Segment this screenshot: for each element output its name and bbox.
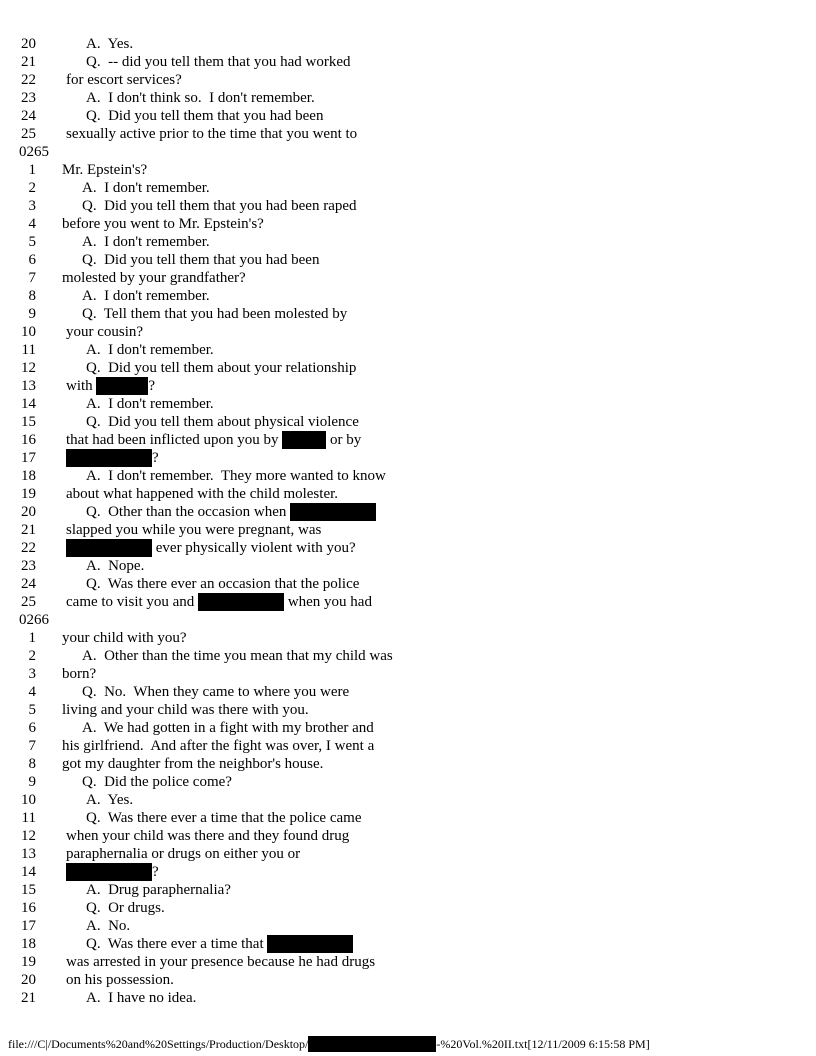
line-number: 25 [21, 126, 36, 142]
transcript-text [66, 863, 159, 881]
text-segment: ? [152, 450, 159, 466]
answer-text: A. Other than the time you mean that my child was [82, 648, 393, 664]
line-number: 14 [21, 396, 36, 412]
line-number: 25 [21, 594, 36, 610]
line-number: 22 [21, 72, 36, 88]
answer-text: A. Nope. [86, 558, 145, 574]
line-number: 23 [21, 558, 36, 574]
transcript-text: for escort services? [66, 72, 182, 88]
line-number: 7 [28, 270, 36, 286]
answer-text: A. I don't remember. [82, 180, 210, 196]
line-number: 15 [21, 414, 36, 430]
line-number: 21 [21, 522, 36, 538]
transcript-text [66, 593, 372, 611]
answer-text: A. I don't remember. They more wanted to know [86, 468, 386, 484]
text-segment: with [66, 378, 97, 394]
line-number: 16 [21, 432, 36, 448]
line-number: 9 [28, 306, 36, 322]
line-number: 9 [28, 774, 36, 790]
question-text: Q. Or drugs. [86, 900, 165, 916]
question-text: Q. Did you tell them that you had been raped [82, 198, 357, 214]
text-segment: ? [148, 378, 156, 394]
answer-text: A. No. [86, 918, 131, 934]
print-footer [8, 1036, 650, 1052]
answer-text: A. We had gotten in a fight with my brother and [82, 720, 374, 736]
redaction-block [66, 539, 152, 557]
line-number: 1 [28, 162, 36, 178]
transcript-text: paraphernalia or drugs on either you or [66, 846, 301, 862]
line-number: 6 [28, 252, 36, 268]
line-number: 18 [21, 936, 36, 952]
question-text [86, 503, 376, 521]
line-number: 21 [21, 54, 36, 70]
question-text: Q. Did you tell them that you had been [86, 108, 324, 124]
line-number: 20 [21, 504, 36, 520]
line-number: 5 [28, 702, 36, 718]
redaction-block [290, 503, 376, 521]
question-text: Q. Tell them that you had been molested by [82, 306, 348, 322]
transcript-text: was arrested in your presence because he had drugs [66, 954, 376, 970]
redaction-block [66, 449, 152, 467]
line-number: 11 [21, 342, 36, 358]
redaction-block [282, 431, 326, 449]
answer-text: A. I don't remember. [82, 234, 210, 250]
text-segment: or by [326, 432, 362, 448]
transcript-text: about what happened with the child molester. [66, 486, 339, 502]
line-number: 6 [28, 720, 36, 736]
footer-path: file:///C|/Documents%20and%20Settings/Production/Desktop/ [8, 1037, 309, 1051]
line-number: 12 [21, 828, 36, 844]
question-text: Q. Did you tell them about physical violence [86, 414, 359, 430]
line-number: 3 [28, 198, 36, 214]
text-segment: Q. Was there ever a time that [86, 936, 268, 952]
text-segment: came to visit you and [66, 594, 199, 610]
question-text: Q. -- did you tell them that you had worked [86, 54, 351, 70]
line-number: 19 [21, 486, 36, 502]
question-text [86, 935, 353, 953]
transcript-text: Mr. Epstein's? [62, 162, 148, 178]
line-number: 13 [21, 378, 36, 394]
question-text: Q. Was there ever an occasion that the police [86, 576, 360, 592]
transcript-text: born? [62, 666, 97, 682]
line-number: 8 [28, 288, 36, 304]
line-number: 4 [28, 684, 36, 700]
line-number: 3 [28, 666, 36, 682]
redaction-block [198, 593, 284, 611]
line-number: 13 [21, 846, 36, 862]
page-number: 0266 [19, 612, 49, 628]
line-number: 18 [21, 468, 36, 484]
line-number: 16 [21, 900, 36, 916]
transcript-text: when your child was there and they found drug [66, 828, 350, 844]
transcript-text: got my daughter from the neighbor's house. [62, 756, 324, 772]
answer-text: A. I don't remember. [82, 288, 210, 304]
answer-text: A. Yes. [86, 36, 134, 52]
line-number: 11 [21, 810, 36, 826]
line-number: 10 [21, 324, 36, 340]
transcript-text [66, 377, 155, 395]
redaction-block [267, 935, 353, 953]
answer-text: A. Drug paraphernalia? [86, 882, 231, 898]
line-number: 20 [21, 36, 36, 52]
line-number: 15 [21, 882, 36, 898]
line-number: 17 [21, 450, 36, 466]
line-number: 4 [28, 216, 36, 232]
line-number: 17 [21, 918, 36, 934]
footer-file-info: -%20Vol.%20II.txt[12/11/2009 6:15:58 PM] [436, 1037, 650, 1051]
line-number: 14 [21, 864, 36, 880]
line-number: 1 [28, 630, 36, 646]
question-text: Q. Did you tell them that you had been [82, 252, 320, 268]
answer-text: A. I don't remember. [86, 342, 214, 358]
line-number: 22 [21, 540, 36, 556]
question-text: Q. Did the police come? [82, 774, 232, 790]
transcript-text: slapped you while you were pregnant, was [66, 522, 322, 538]
redaction-block [308, 1036, 436, 1052]
text-segment: Q. Other than the occasion when [86, 504, 291, 520]
question-text: Q. Was there ever a time that the police came [86, 810, 362, 826]
answer-text: A. I don't remember. [86, 396, 214, 412]
answer-text: A. I have no idea. [86, 990, 197, 1006]
transcript-text [66, 449, 159, 467]
text-segment: that had been inflicted upon you by [66, 432, 283, 448]
line-number: 19 [21, 954, 36, 970]
answer-text: A. Yes. [86, 792, 134, 808]
transcript-text: your child with you? [62, 630, 187, 646]
line-number: 10 [21, 792, 36, 808]
line-number: 21 [21, 990, 36, 1006]
line-number: 24 [21, 576, 36, 592]
line-number: 5 [28, 234, 36, 250]
redaction-block [96, 377, 148, 395]
transcript-text: living and your child was there with you. [62, 702, 309, 718]
transcript-text [66, 539, 356, 557]
line-number: 2 [28, 180, 36, 196]
transcript-text: your cousin? [66, 324, 144, 340]
page-number: 0265 [19, 144, 49, 160]
redaction-block [66, 863, 152, 881]
line-number: 2 [28, 648, 36, 664]
line-number: 8 [28, 756, 36, 772]
transcript-text: molested by your grandfather? [62, 270, 246, 286]
line-number: 24 [21, 108, 36, 124]
question-text: Q. No. When they came to where you were [82, 684, 350, 700]
transcript-text: his girlfriend. And after the fight was over, I went a [62, 738, 375, 754]
line-number: 12 [21, 360, 36, 376]
transcript-text: sexually active prior to the time that you went to [66, 126, 358, 142]
text-segment: when you had [284, 594, 372, 610]
line-number: 7 [28, 738, 36, 754]
line-number: 23 [21, 90, 36, 106]
text-segment: ever physically violent with you? [152, 540, 356, 556]
line-number: 20 [21, 972, 36, 988]
transcript-text: before you went to Mr. Epstein's? [62, 216, 264, 232]
transcript-text: on his possession. [66, 972, 174, 988]
answer-text: A. I don't think so. I don't remember. [86, 90, 315, 106]
question-text: Q. Did you tell them about your relationship [86, 360, 357, 376]
text-segment: ? [152, 864, 159, 880]
transcript-text [66, 431, 361, 449]
